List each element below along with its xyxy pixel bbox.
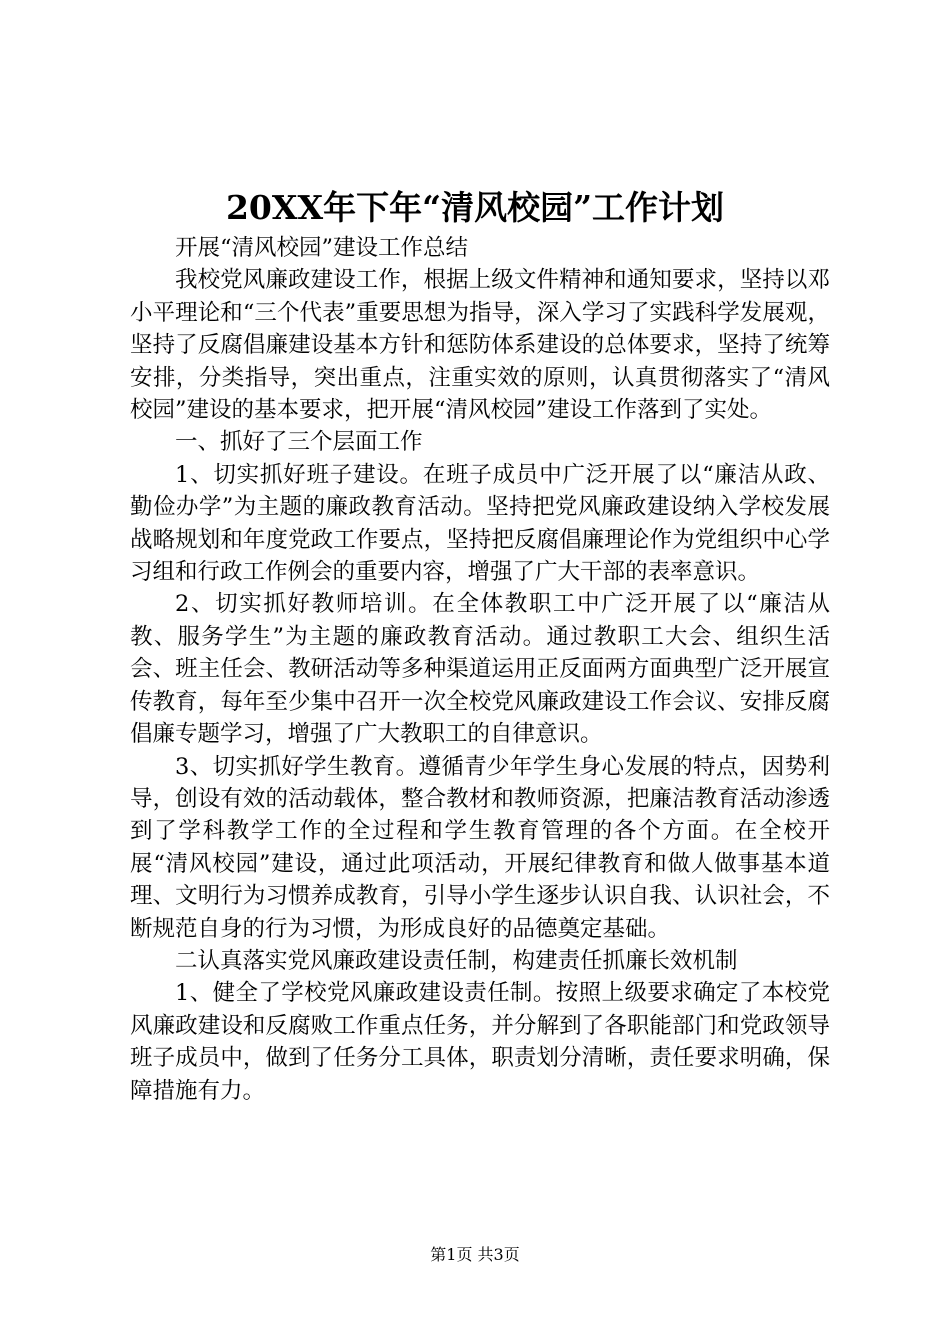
paragraph: 1、切实抓好班子建设。在班子成员中广泛开展了以“廉洁从政、勤俭办学”为主题的廉政教育活动。坚持把党风廉政建设纳入学校发展战略规划和年度党政工作要点，坚持把反腐倡廉理论作为党组织中心学习组和行政工作例会的重要内容，增强了广大干部的表率意识。 xyxy=(130,461,830,586)
paragraph: 2、切实抓好教师培训。在全体教职工中广泛开展了以“廉洁从教、服务学生”为主题的廉政教育活动。通过教职工大会、组织生活会、班主任会、教研活动等多种渠道运用正反面两方面典型广泛开展宣传教育，每年至少集中召开一次全校党风廉政建设工作会议、安排反腐倡廉专题学习，增强了广大教职工的自律意识。 xyxy=(130,591,830,748)
paragraph: 1、健全了学校党风廉政建设责任制。按照上级要求确定了本校党风廉政建设和反腐败工作重点任务，并分解到了各职能部门和党政领导班子成员中，做到了任务分工具体，职责划分清晰，责任要求明确，保障措施有力。 xyxy=(130,980,830,1104)
section-heading: 一、抓好了三个层面工作 xyxy=(175,429,423,456)
page-number-footer: 第1页 共3页 xyxy=(430,1245,520,1264)
paragraph: 我校党风廉政建设工作，根据上级文件精神和通知要求，坚持以邓小平理论和“三个代表”重要思想为指导，深入学习了实践科学发展观，坚持了反腐倡廉建设基本方针和惩防体系建设的总体要求，坚持了统筹安排，分类指导，突出重点，注重实效的原则，认真贯彻落实了“清风校园”建设的基本要求，把开展“清风校园”建设工作落到了实处。 xyxy=(130,267,830,424)
section-heading: 二认真落实党风廉政建设责任制，构建责任抓廉长效机制 xyxy=(175,947,738,974)
document-title: 20XX年下年“清风校园”工作计划 xyxy=(225,188,725,227)
paragraph: 开展“清风校园”建设工作总结 xyxy=(175,235,469,261)
document-body xyxy=(130,232,830,1107)
paragraph: 3、切实抓好学生教育。遵循青少年学生身心发展的特点，因势利导，创设有效的活动载体，整合教材和教师资源，把廉洁教育活动渗透到了学科教学工作的全过程和学生教育管理的各个方面。在全校开展“清风校园”建设，通过此项活动，开展纪律教育和做人做事基本道理、文明行为习惯养成教育，引导小学生逐步认识自我、认识社会，不断规范自身的行为习惯，为形成良好的品德奠定基础。 xyxy=(130,753,830,942)
